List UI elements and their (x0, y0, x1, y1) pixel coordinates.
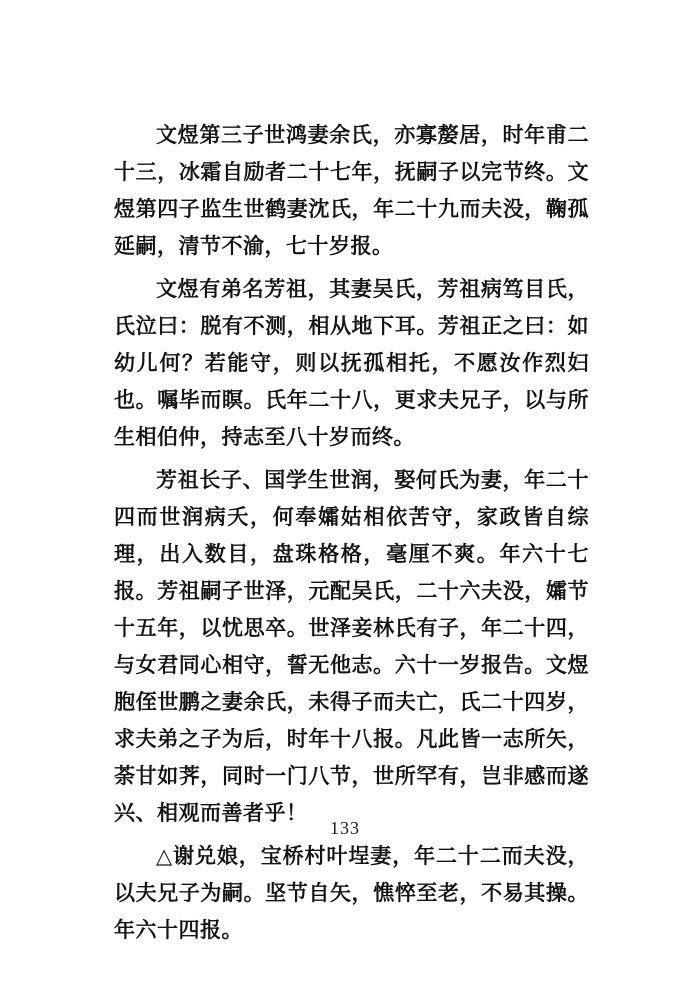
paragraph-4: △谢兑娘，宝桥村叶埕妻，年二十二而夫没，以夫兄子为嗣。坚节自矢，憔悴至老，不易其操。年六十四报。 (114, 843, 589, 942)
paragraph-2: 文煜有弟名芳祖，其妻吴氏，芳祖病笃目氏，氏泣曰：脱有不测，相从地下耳。芳祖正之曰：如幼儿何？若能守，则以抚孤相托，不愿汝作烈妇也。嘱毕而瞑。氏年二十八，更求夫兄子，以与所生相伯仲，持志至八十岁而终。 (114, 276, 589, 449)
page-number: 133 (330, 818, 360, 838)
paragraph-1: 文煜第三子世鸿妻余氏，亦寡嫠居，时年甫二十三，冰霜自励者二十七年，抚嗣子以完节终。文煜第四子监生世鹤妻沈氏，年二十九而夫没，鞠孤延嗣，清节不渝，七十岁报。 (114, 122, 589, 258)
paragraph-3: 芳祖长子、国学生世润，娶何氏为妻，年二十四而世润病夭，何奉孀姑相依苦守，家政皆自综理，出入数目，盘珠格格，毫厘不爽。年六十七报。芳祖嗣子世泽，元配吴氏，二十六夫没，孀节十五年，以忧思卒。世泽妾林氏有子，年二十四，与女君同心相守，誓无他志。六十一岁报告。文煜胞侄世鹏之妻余氏，未得子而夫亡，氏二十四岁，求夫弟之子为后，时年十八报。凡此皆一志所矢，荼甘如荠，同时一门八节，世所罕有，岂非感而遂兴、相观而善者乎！ (114, 467, 589, 825)
